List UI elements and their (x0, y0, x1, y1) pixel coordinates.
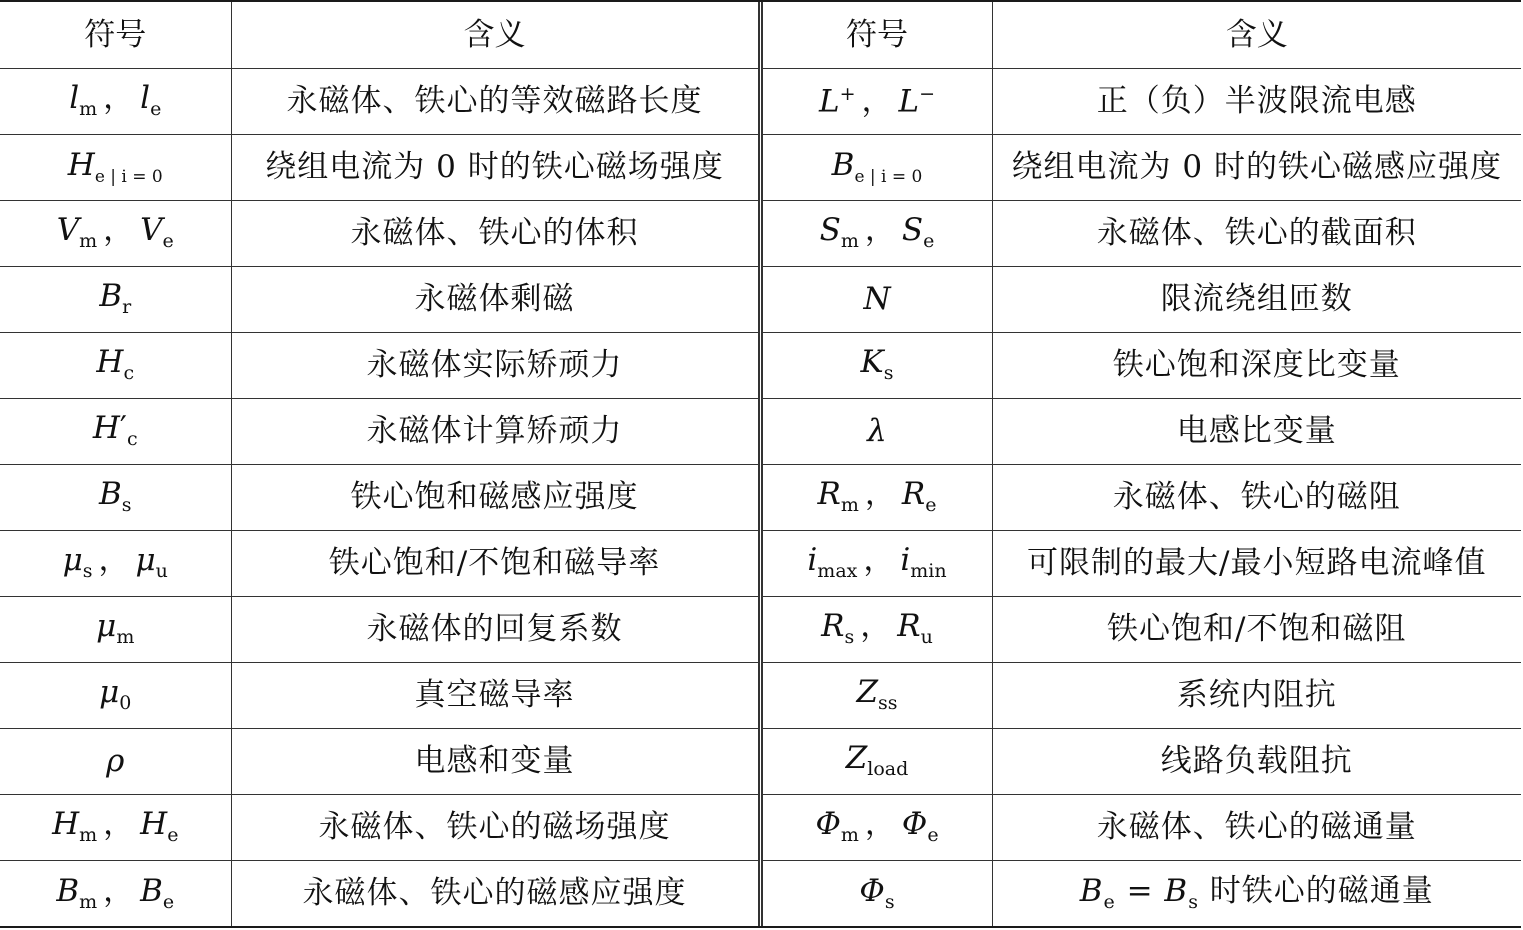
symbol-subscript: m (840, 824, 859, 847)
left-meaning-cell: 绕组电流为 0 时的铁心磁场强度 (231, 134, 760, 200)
symbol-superscript: + (839, 82, 856, 105)
left-meaning-cell: 永磁体剩磁 (231, 266, 760, 332)
left-meaning-cell: 永磁体、铁心的体积 (231, 200, 760, 266)
symbol-subscript: load (867, 758, 909, 781)
symbol-base: l (69, 80, 80, 117)
symbol-base: Φ (901, 806, 928, 843)
symbol-base: S (901, 212, 924, 249)
right-meaning-cell: 系统内阻抗 (992, 662, 1521, 728)
meaning-text: 时铁心的磁通量 (1198, 872, 1434, 909)
symbol-subscript: s (884, 890, 895, 913)
symbol-subscript: e | i = 0 (94, 166, 163, 187)
symbol-base: Φ (815, 806, 841, 843)
symbol-subscript: m (840, 494, 859, 517)
symbol-base: l (140, 80, 151, 117)
table-row (0, 398, 1521, 464)
symbol-subscript: c (123, 362, 135, 385)
symbol-separator: ， (103, 80, 135, 117)
symbol-subscript: e (167, 824, 179, 847)
left-symbol-cell (0, 332, 231, 398)
symbol-subscript: m (79, 230, 98, 253)
table-row (0, 728, 1521, 794)
left-meaning-cell: 永磁体、铁心的磁感应强度 (231, 860, 760, 926)
right-symbol-cell (760, 794, 992, 860)
symbol-separator: ， (864, 806, 896, 843)
inline-symbol (1164, 872, 1199, 913)
left-meaning-cell: 永磁体的回复系数 (231, 596, 760, 662)
symbol-base: R (817, 476, 841, 513)
symbol-subscript: m (79, 824, 98, 847)
symbol-subscript: e | i = 0 (854, 166, 923, 187)
symbol-subscript: e (1103, 890, 1116, 913)
right-meaning-cell: 电感比变量 (992, 398, 1521, 464)
right-symbol-cell (760, 134, 992, 200)
symbol-base: V (140, 212, 163, 249)
right-meaning-cell: 铁心饱和深度比变量 (992, 332, 1521, 398)
inline-symbol (1079, 872, 1116, 913)
symbol-base: i (900, 542, 911, 579)
symbol-subscript: r (122, 296, 132, 319)
table-row (0, 200, 1521, 266)
symbol-base: μ (99, 674, 120, 711)
symbol-subscript: s (1188, 890, 1199, 913)
symbol-base: H (52, 806, 80, 843)
symbol-base: R (897, 608, 921, 645)
left-symbol-cell (0, 530, 231, 596)
right-meaning-cell: 绕组电流为 0 时的铁心磁感应强度 (992, 134, 1521, 200)
symbol-subscript: e (162, 890, 175, 913)
symbol-subscript: s (121, 494, 132, 517)
symbol-separator: ， (861, 83, 893, 120)
symbol-base: λ (867, 412, 887, 449)
table-row (0, 860, 1521, 926)
symbol-table (0, 2, 1521, 926)
left-meaning-cell: 电感和变量 (231, 728, 760, 794)
left-meaning-cell: 永磁体、铁心的等效磁路长度 (231, 68, 760, 134)
left-meaning-cell: 永磁体实际矫顽力 (231, 332, 760, 398)
symbol-base: H (96, 344, 124, 381)
left-symbol-cell (0, 464, 231, 530)
header-right-symbol: 符号 (760, 2, 992, 68)
symbol-separator: ， (103, 212, 135, 249)
left-symbol-cell (0, 860, 231, 926)
symbol-separator: ， (863, 542, 895, 579)
symbol-base: L (898, 83, 920, 120)
left-symbol-cell (0, 728, 231, 794)
right-meaning-cell: 永磁体、铁心的截面积 (992, 200, 1521, 266)
left-symbol-cell (0, 794, 231, 860)
symbol-subscript: m (79, 98, 98, 121)
symbol-subscript: m (116, 626, 135, 649)
symbol-base: L (818, 83, 840, 120)
symbol-separator: ， (864, 212, 896, 249)
right-symbol-cell (760, 860, 992, 926)
right-meaning-cell: 可限制的最大/最小短路电流峰值 (992, 530, 1521, 596)
left-symbol-cell (0, 662, 231, 728)
right-symbol-cell (760, 398, 992, 464)
meaning-text: = (1115, 872, 1165, 909)
left-meaning-cell: 真空磁导率 (231, 662, 760, 728)
symbol-base: Φ (859, 872, 885, 909)
left-meaning-cell: 永磁体计算矫顽力 (231, 398, 760, 464)
right-meaning-cell: 线路负载阻抗 (992, 728, 1521, 794)
left-symbol-cell (0, 398, 231, 464)
table-row (0, 266, 1521, 332)
right-meaning-cell: 正（负）半波限流电感 (992, 68, 1521, 134)
right-symbol-cell (760, 464, 992, 530)
table-row (0, 794, 1521, 860)
symbol-subscript: m (840, 230, 859, 253)
table-row (0, 596, 1521, 662)
left-symbol-cell (0, 68, 231, 134)
right-symbol-cell (760, 332, 992, 398)
symbol-base: Z (845, 740, 868, 777)
right-symbol-cell (760, 728, 992, 794)
right-meaning-cell: 限流绕组匝数 (992, 266, 1521, 332)
symbol-subscript: s (82, 560, 93, 583)
symbol-base: B (1079, 872, 1104, 909)
header-right-meaning: 含义 (992, 2, 1521, 68)
symbol-base: H (92, 410, 120, 447)
symbol-base: μ (135, 542, 156, 579)
symbol-subscript: s (883, 362, 894, 385)
symbol-subscript: c (126, 428, 138, 451)
left-symbol-cell (0, 200, 231, 266)
symbol-subscript: m (79, 890, 98, 913)
symbol-base: i (807, 542, 818, 579)
symbol-base: R (821, 608, 845, 645)
symbol-subscript: ss (878, 692, 898, 715)
right-meaning-cell: 铁心饱和/不饱和磁阻 (992, 596, 1521, 662)
left-symbol-cell (0, 134, 231, 200)
symbol-subscript: e (927, 824, 939, 847)
symbol-subscript: 0 (119, 692, 132, 715)
table-body (0, 68, 1521, 926)
symbol-subscript: u (920, 626, 933, 649)
left-meaning-cell: 铁心饱和磁感应强度 (231, 464, 760, 530)
right-symbol-cell (760, 662, 992, 728)
left-symbol-cell (0, 596, 231, 662)
symbol-subscript: max (817, 560, 858, 583)
right-symbol-cell (760, 266, 992, 332)
symbol-subscript: u (155, 560, 168, 583)
right-symbol-cell (760, 68, 992, 134)
symbol-subscript: e (925, 494, 937, 517)
left-meaning-cell: 永磁体、铁心的磁场强度 (231, 794, 760, 860)
symbol-base: μ (96, 608, 117, 645)
symbol-base: Z (856, 674, 879, 711)
table-row (0, 530, 1521, 596)
symbol-base: B (98, 476, 122, 513)
symbol-superscript: − (919, 82, 936, 105)
symbol-base: N (863, 280, 891, 317)
symbol-base: B (140, 872, 163, 909)
symbol-base: B (99, 278, 123, 315)
table-row (0, 464, 1521, 530)
symbol-subscript: min (910, 560, 947, 583)
symbol-base: B (56, 872, 80, 909)
symbol-prime: ′ (119, 410, 127, 447)
right-symbol-cell (760, 530, 992, 596)
left-symbol-cell (0, 266, 231, 332)
header-left-symbol: 符号 (0, 2, 231, 68)
table-row (0, 332, 1521, 398)
symbol-subscript: s (844, 626, 855, 649)
symbol-separator: ， (103, 806, 135, 843)
symbol-base: ρ (106, 742, 125, 779)
header-left-meaning: 含义 (231, 2, 760, 68)
symbol-base: μ (62, 542, 83, 579)
symbol-separator: ， (98, 542, 130, 579)
table-row (0, 68, 1521, 134)
symbol-separator: ， (860, 608, 892, 645)
symbol-base: H (140, 806, 168, 843)
right-meaning-cell (992, 860, 1521, 926)
symbol-base: B (1164, 872, 1189, 909)
right-symbol-cell (760, 200, 992, 266)
symbol-base: V (56, 212, 80, 249)
symbol-separator: ， (103, 872, 135, 909)
symbol-base: R (901, 476, 926, 513)
right-meaning-cell: 永磁体、铁心的磁阻 (992, 464, 1521, 530)
symbol-subscript: e (150, 98, 162, 121)
right-symbol-cell (760, 596, 992, 662)
table-header-row (0, 2, 1521, 68)
right-meaning-cell: 永磁体、铁心的磁通量 (992, 794, 1521, 860)
symbol-base: B (831, 146, 855, 183)
symbol-separator: ， (864, 476, 896, 513)
table-row (0, 134, 1521, 200)
symbol-base: H (67, 146, 95, 183)
symbol-subscript: e (162, 230, 174, 253)
table-row (0, 662, 1521, 728)
symbol-base: S (819, 212, 841, 249)
symbol-base: K (860, 344, 884, 381)
symbol-subscript: e (923, 230, 935, 253)
left-meaning-cell: 铁心饱和/不饱和磁导率 (231, 530, 760, 596)
